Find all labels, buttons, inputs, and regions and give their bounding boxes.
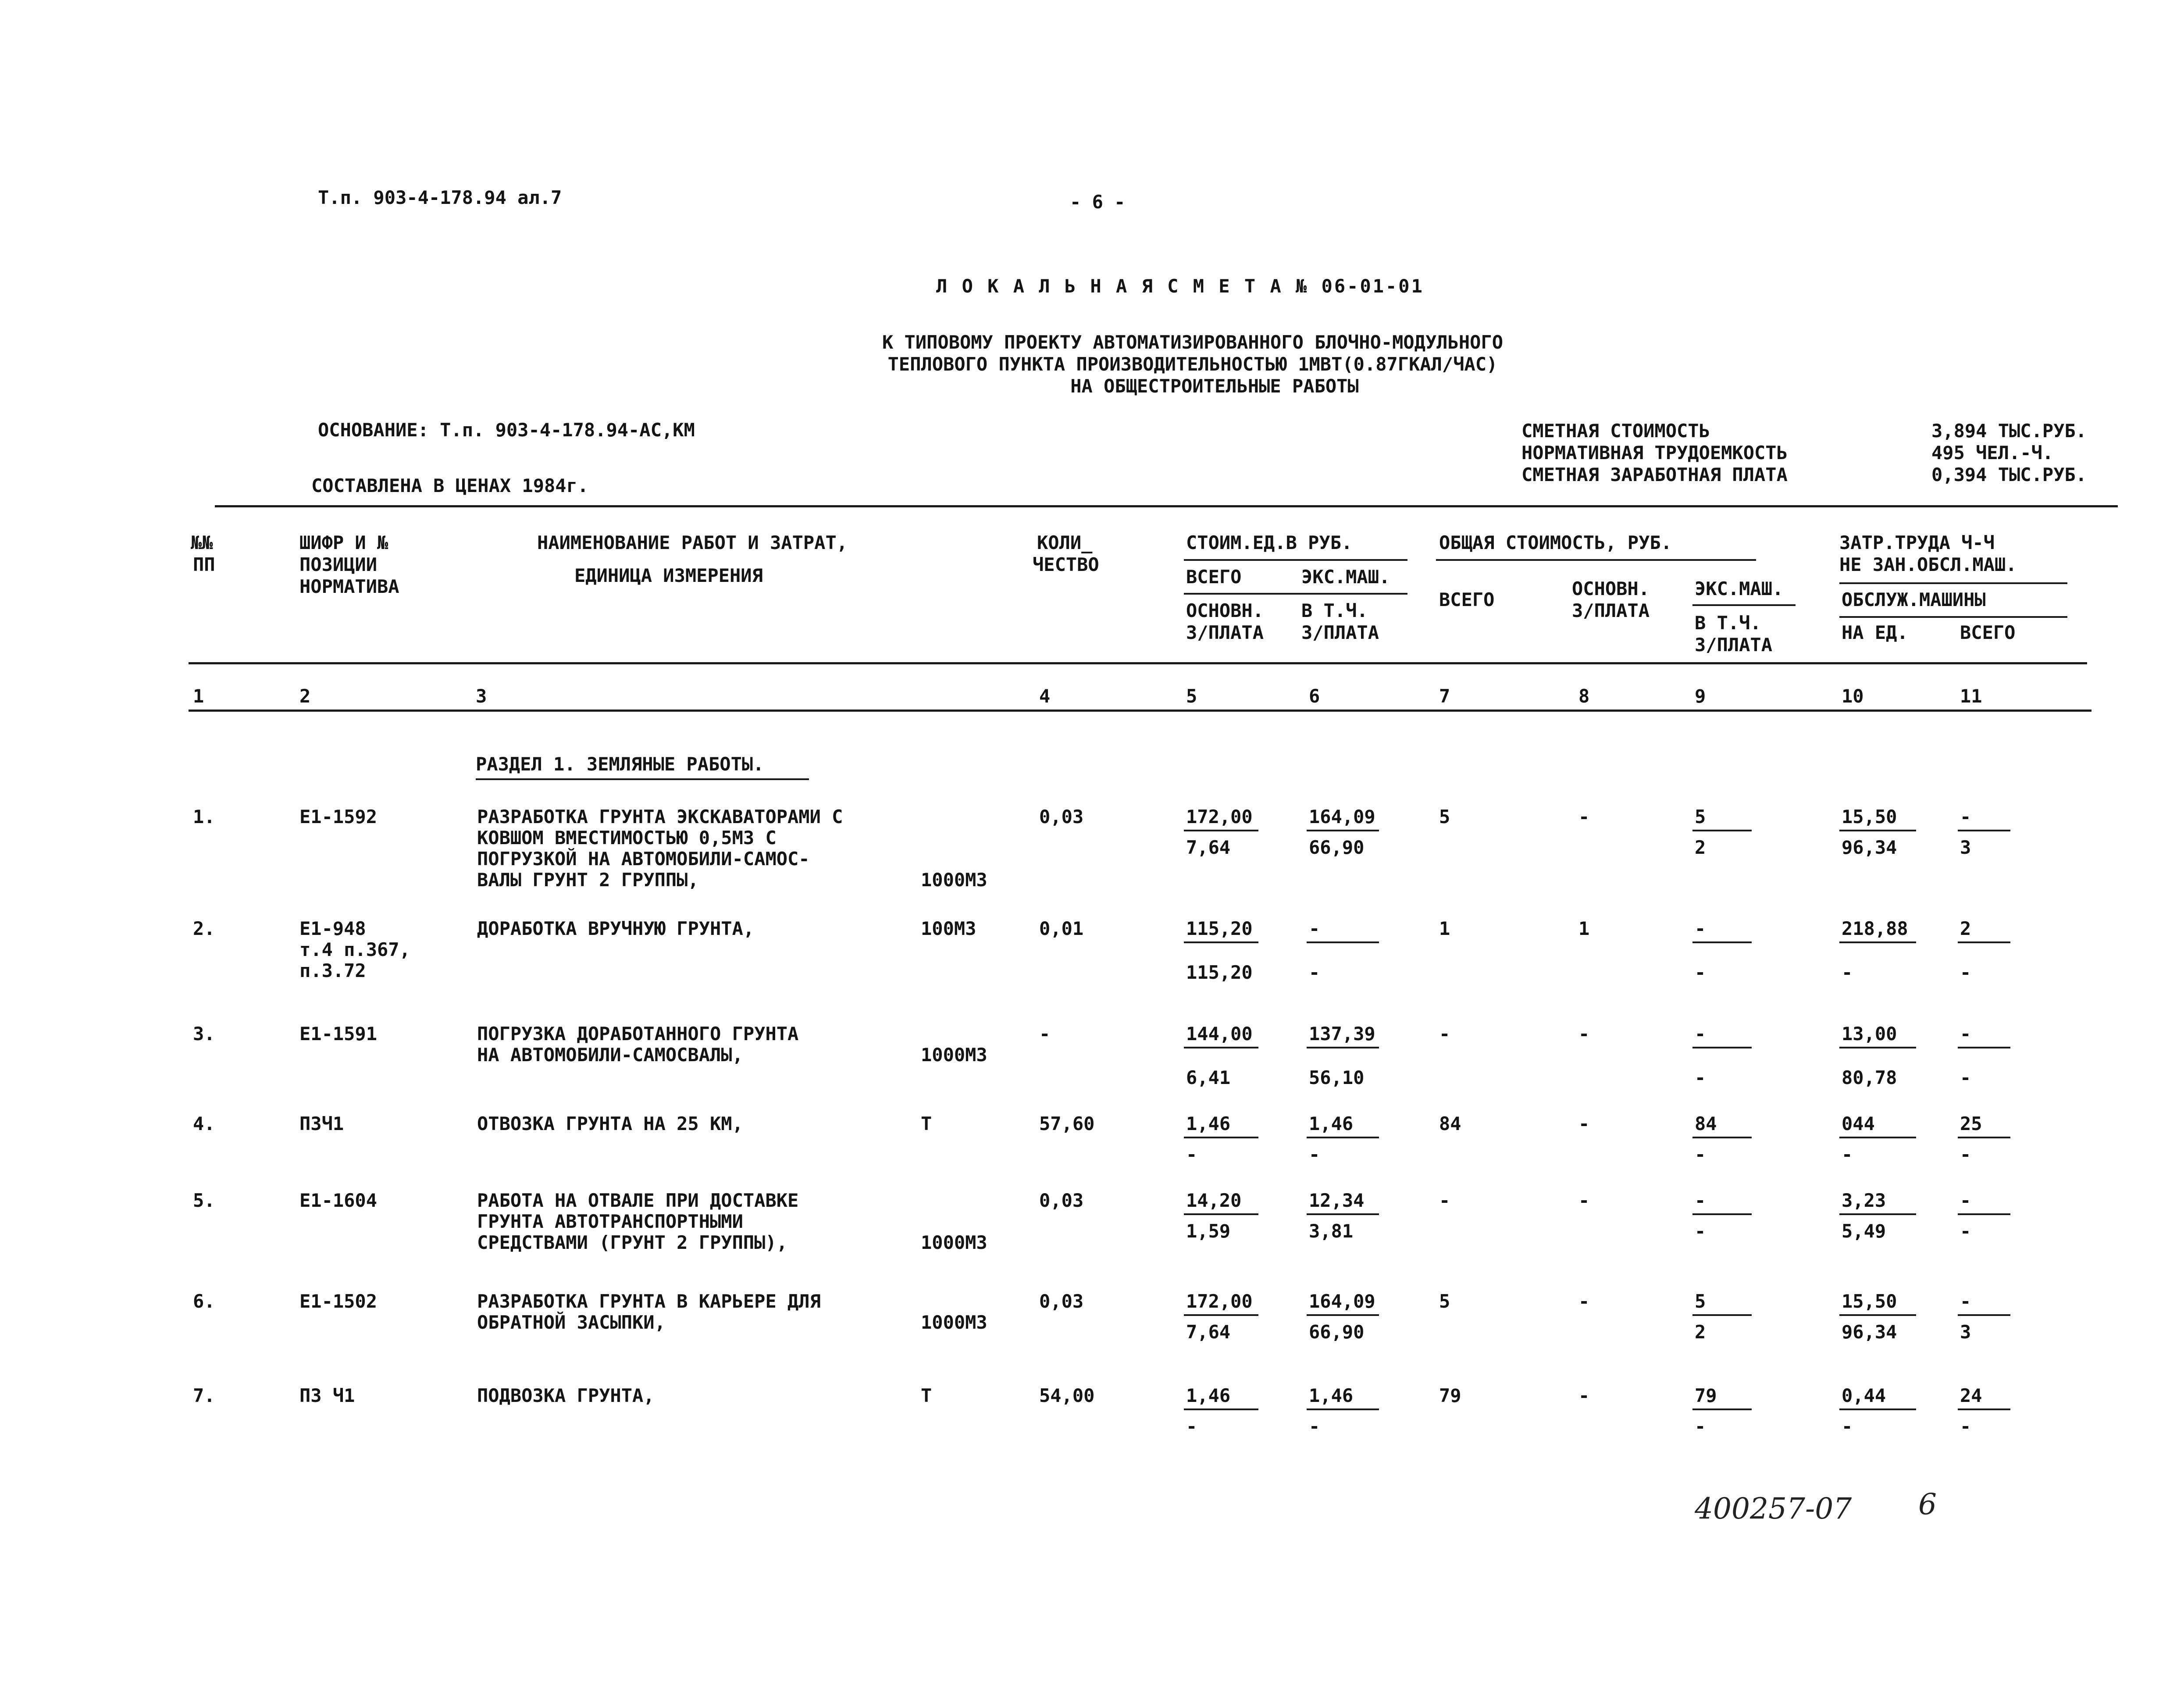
row-7-col5-divider bbox=[1184, 1408, 1258, 1410]
row-3-col5-top: 144,00 bbox=[1186, 1023, 1253, 1045]
hdr-gen-base-b: З/ПЛАТА bbox=[1572, 600, 1650, 621]
row-1-col11-bottom: 3 bbox=[1960, 837, 1971, 858]
row-1-number: 1. bbox=[193, 806, 215, 827]
row-3-col5-divider bbox=[1184, 1047, 1258, 1048]
row-2-col11-top: 2 bbox=[1960, 918, 1971, 939]
row-6-col11-divider bbox=[1958, 1314, 2010, 1316]
row-6-col10-divider bbox=[1839, 1314, 1916, 1316]
row-3-code: Е1-1591 bbox=[299, 1023, 378, 1045]
archive-number: 400257-07 bbox=[1695, 1492, 1852, 1526]
colnum-4: 4 bbox=[1039, 685, 1051, 707]
hdr-gen-wage-a: В Т.Ч. bbox=[1695, 612, 1761, 634]
row-6-col6-bottom: 66,90 bbox=[1309, 1321, 1365, 1343]
hdr-c1-b: ПП bbox=[193, 554, 215, 575]
row-3-col5-bottom: 6,41 bbox=[1186, 1067, 1231, 1088]
hdr-c3-b: ЕДИНИЦА ИЗМЕРЕНИЯ bbox=[574, 565, 763, 586]
colnum-11: 11 bbox=[1960, 685, 1982, 707]
subtitle-line-3: НА ОБЩЕСТРОИТЕЛЬНЫЕ РАБОТЫ bbox=[1070, 375, 1359, 397]
row-5-col5-top: 14,20 bbox=[1186, 1190, 1242, 1211]
row-5-col10-top: 3,23 bbox=[1842, 1190, 1886, 1211]
row-5-col9-top: - bbox=[1695, 1190, 1706, 1211]
row-5-col6-divider bbox=[1307, 1213, 1379, 1215]
row-3-col11-divider bbox=[1958, 1047, 2010, 1048]
hdr-rule-unit bbox=[1184, 559, 1407, 561]
row-7-unit: Т bbox=[921, 1385, 932, 1406]
subtitle-line-2: ТЕПЛОВОГО ПУНКТА ПРОИЗВОДИТЕЛЬНОСТЬЮ 1МВТ(0.87ГКАЛ/ЧАС) bbox=[887, 353, 1498, 375]
row-7-quantity: 54,00 bbox=[1039, 1385, 1095, 1406]
row-1-col5-top: 172,00 bbox=[1186, 806, 1253, 827]
colnum-7: 7 bbox=[1439, 685, 1450, 707]
row-2-quantity: 0,01 bbox=[1039, 918, 1084, 939]
row-2-col6-bottom: - bbox=[1309, 962, 1320, 983]
row-1-quantity: 0,03 bbox=[1039, 806, 1084, 827]
row-4-col10-bottom: - bbox=[1842, 1144, 1853, 1165]
row-6-col11-top: - bbox=[1960, 1291, 1971, 1312]
row-5-col10-bottom: 5,49 bbox=[1842, 1220, 1886, 1242]
subtitle-line-1: К ТИПОВОМУ ПРОЕКТУ АВТОМАТИЗИРОВАННОГО БЛОЧНО-МОДУЛЬНОГО bbox=[882, 332, 1504, 353]
row-7-col8: - bbox=[1578, 1385, 1590, 1406]
row-5-col6-top: 12,34 bbox=[1309, 1190, 1365, 1211]
row-7-col6-bottom: - bbox=[1309, 1416, 1320, 1437]
row-5-name: СРЕДСТВАМИ (ГРУНТ 2 ГРУППЫ), bbox=[477, 1232, 788, 1253]
hdr-gen-wage-b: З/ПЛАТА bbox=[1695, 634, 1773, 656]
row-2-unit: 100М3 bbox=[921, 918, 976, 939]
colnum-8: 8 bbox=[1578, 685, 1590, 707]
row-6-number: 6. bbox=[193, 1291, 215, 1312]
doc-ref: Т.п. 903-4-178.94 ал.7 bbox=[318, 187, 562, 208]
row-2-col8: 1 bbox=[1578, 918, 1590, 939]
row-4-col11-bottom: - bbox=[1960, 1144, 1971, 1165]
colnum-5: 5 bbox=[1186, 685, 1197, 707]
colnum-10: 10 bbox=[1842, 685, 1864, 707]
row-1-col9-bottom: 2 bbox=[1695, 837, 1706, 858]
row-5-col9-bottom: - bbox=[1695, 1220, 1706, 1242]
hdr-labor-total: ВСЕГО bbox=[1960, 622, 2016, 643]
row-1-name: КОВШОМ ВМЕСТИМОСТЬЮ 0,5М3 С bbox=[477, 827, 777, 849]
row-1-unit: 1000М3 bbox=[921, 869, 987, 891]
row-6-quantity: 0,03 bbox=[1039, 1291, 1084, 1312]
hdr-gen-cost: ОБЩАЯ СТОИМОСТЬ, РУБ. bbox=[1439, 532, 1672, 553]
row-1-name: РАЗРАБОТКА ГРУНТА ЭКСКАВАТОРАМИ С bbox=[477, 806, 843, 827]
row-1-name: ПОГРУЗКОЙ НА АВТОМОБИЛИ-САМОС- bbox=[477, 848, 810, 870]
row-1-col5-bottom: 7,64 bbox=[1186, 837, 1231, 858]
section-title: РАЗДЕЛ 1. ЗЕМЛЯНЫЕ РАБОТЫ. bbox=[476, 753, 764, 775]
hdr-c1-a: №№ bbox=[191, 532, 213, 553]
hdr-unit-cost: СТОИМ.ЕД.В РУБ. bbox=[1186, 532, 1353, 553]
row-4-col7: 84 bbox=[1439, 1113, 1461, 1134]
row-1-col6-bottom: 66,90 bbox=[1309, 837, 1365, 858]
row-6-col9-top: 5 bbox=[1695, 1291, 1706, 1312]
row-5-col6-bottom: 3,81 bbox=[1309, 1220, 1354, 1242]
row-5-code: Е1-1604 bbox=[299, 1190, 378, 1211]
hdr-rule-gen bbox=[1436, 559, 1756, 561]
row-4-col5-top: 1,46 bbox=[1186, 1113, 1231, 1134]
row-5-unit: 1000М3 bbox=[921, 1232, 987, 1253]
row-4-quantity: 57,60 bbox=[1039, 1113, 1095, 1134]
row-4-col9-divider bbox=[1692, 1137, 1752, 1138]
row-1-col10-bottom: 96,34 bbox=[1842, 837, 1897, 858]
summary-cost-label: СМЕТНАЯ СТОИМОСТЬ bbox=[1521, 420, 1710, 442]
row-6-col9-bottom: 2 bbox=[1695, 1321, 1706, 1343]
basis: ОСНОВАНИЕ: Т.п. 903-4-178.94-АС,КМ bbox=[318, 419, 695, 441]
row-7-col11-top: 24 bbox=[1960, 1385, 1982, 1406]
row-1-col11-divider bbox=[1958, 830, 2010, 831]
row-6-col8: - bbox=[1578, 1291, 1590, 1312]
row-3-col8: - bbox=[1578, 1023, 1590, 1045]
row-5-col8: - bbox=[1578, 1190, 1590, 1211]
row-5-col7: - bbox=[1439, 1190, 1450, 1211]
hdr-rule-labor bbox=[1839, 582, 2067, 584]
row-4-col6-bottom: - bbox=[1309, 1144, 1320, 1165]
hdr-unit-wage-b: З/ПЛАТА bbox=[1301, 622, 1379, 643]
row-4-col8: - bbox=[1578, 1113, 1590, 1134]
row-7-col5-top: 1,46 bbox=[1186, 1385, 1231, 1406]
row-4-col6-top: 1,46 bbox=[1309, 1113, 1354, 1134]
row-2-col6-divider bbox=[1307, 941, 1379, 943]
row-2-code: п.3.72 bbox=[299, 960, 366, 981]
row-3-col9-divider bbox=[1692, 1047, 1752, 1048]
row-7-col6-divider bbox=[1307, 1408, 1379, 1410]
row-3-col6-bottom: 56,10 bbox=[1309, 1067, 1365, 1088]
row-6-col6-divider bbox=[1307, 1314, 1379, 1316]
hdr-rule-unit-sub bbox=[1184, 593, 1407, 595]
row-3-col10-divider bbox=[1839, 1047, 1916, 1048]
hdr-labor-sub: ОБСЛУЖ.МАШИНЫ bbox=[1842, 589, 1986, 610]
row-5-col5-bottom: 1,59 bbox=[1186, 1220, 1231, 1242]
row-2-col5-bottom: 115,20 bbox=[1186, 962, 1253, 983]
row-2-col10-bottom: - bbox=[1842, 962, 1853, 983]
row-5-name: ГРУНТА АВТОТРАНСПОРТНЫМИ bbox=[477, 1211, 743, 1232]
row-5-col10-divider bbox=[1839, 1213, 1916, 1215]
row-4-col10-divider bbox=[1839, 1137, 1916, 1138]
colnum-3: 3 bbox=[476, 685, 487, 707]
hdr-unit-wage-a: В Т.Ч. bbox=[1301, 600, 1368, 621]
row-6-col11-bottom: 3 bbox=[1960, 1321, 1971, 1343]
colnum-2: 2 bbox=[299, 685, 311, 707]
row-2-col9-divider bbox=[1692, 941, 1752, 943]
prices-note: СОСТАВЛЕНА В ЦЕНАХ 1984г. bbox=[311, 475, 589, 496]
row-6-col10-bottom: 96,34 bbox=[1842, 1321, 1897, 1343]
hdr-unit-base-b: З/ПЛАТА bbox=[1186, 622, 1264, 643]
row-2-number: 2. bbox=[193, 918, 215, 939]
row-7-name: ПОДВОЗКА ГРУНТА, bbox=[477, 1385, 655, 1406]
row-4-name: ОТВОЗКА ГРУНТА НА 25 КМ, bbox=[477, 1113, 743, 1134]
colnum-9: 9 bbox=[1695, 685, 1706, 707]
row-2-col9-top: - bbox=[1695, 918, 1706, 939]
row-1-col8: - bbox=[1578, 806, 1590, 827]
row-2-col7: 1 bbox=[1439, 918, 1450, 939]
hdr-c4-b: ЧЕСТВО bbox=[1033, 554, 1099, 575]
row-3-unit: 1000М3 bbox=[921, 1044, 987, 1066]
row-6-col10-top: 15,50 bbox=[1842, 1291, 1897, 1312]
row-3-col6-top: 137,39 bbox=[1309, 1023, 1375, 1045]
row-6-code: Е1-1502 bbox=[299, 1291, 378, 1312]
summary-cost-value: 3,894 ТЫС.РУБ. bbox=[1931, 420, 2087, 442]
row-5-col9-divider bbox=[1692, 1213, 1752, 1215]
row-4-col11-divider bbox=[1958, 1137, 2010, 1138]
summary-labor-label: НОРМАТИВНАЯ ТРУДОЕМКОСТЬ bbox=[1521, 442, 1788, 464]
row-1-col9-divider bbox=[1692, 830, 1752, 831]
doc-title: Л О К А Л Ь Н А Я С М Е Т А № 06-01-01 bbox=[936, 275, 1424, 297]
row-6-col6-top: 164,09 bbox=[1309, 1291, 1375, 1312]
summary-labor-value: 495 ЧЕЛ.-Ч. bbox=[1931, 442, 2054, 464]
row-7-col10-top: 0,44 bbox=[1842, 1385, 1886, 1406]
row-5-col11-divider bbox=[1958, 1213, 2010, 1215]
row-7-col9-bottom: - bbox=[1695, 1416, 1706, 1437]
hdr-c2-a: ШИФР И № bbox=[299, 532, 388, 553]
hdr-gen-base-a: ОСНОВН. bbox=[1572, 578, 1650, 599]
row-4-col6-divider bbox=[1307, 1137, 1379, 1138]
hdr-unit-mach: ЭКС.МАШ. bbox=[1301, 566, 1390, 588]
row-1-col6-divider bbox=[1307, 830, 1379, 831]
row-3-quantity: - bbox=[1039, 1023, 1051, 1045]
row-7-col7: 79 bbox=[1439, 1385, 1461, 1406]
summary-wage-value: 0,394 ТЫС.РУБ. bbox=[1931, 464, 2087, 485]
hdr-unit-total: ВСЕГО bbox=[1186, 566, 1242, 588]
row-4-col9-top: 84 bbox=[1695, 1113, 1717, 1134]
row-7-col5-bottom: - bbox=[1186, 1416, 1197, 1437]
row-5-quantity: 0,03 bbox=[1039, 1190, 1084, 1211]
hdr-c4-a: КОЛИ_ bbox=[1037, 532, 1093, 553]
row-2-col11-bottom: - bbox=[1960, 962, 1971, 983]
row-7-col11-bottom: - bbox=[1960, 1416, 1971, 1437]
row-1-col5-divider bbox=[1184, 830, 1258, 831]
row-3-col11-top: - bbox=[1960, 1023, 1971, 1045]
row-7-number: 7. bbox=[193, 1385, 215, 1406]
row-1-col10-divider bbox=[1839, 830, 1916, 831]
section-underline bbox=[476, 778, 809, 780]
row-2-col5-divider bbox=[1184, 941, 1258, 943]
row-1-col10-top: 15,50 bbox=[1842, 806, 1897, 827]
row-1-col7: 5 bbox=[1439, 806, 1450, 827]
row-5-name: РАБОТА НА ОТВАЛЕ ПРИ ДОСТАВКЕ bbox=[477, 1190, 799, 1211]
row-4-col5-bottom: - bbox=[1186, 1144, 1197, 1165]
row-4-col10-top: 044 bbox=[1842, 1113, 1875, 1134]
row-7-col6-top: 1,46 bbox=[1309, 1385, 1354, 1406]
row-3-name: ПОГРУЗКА ДОРАБОТАННОГО ГРУНТА bbox=[477, 1023, 799, 1045]
hdr-unit-base-a: ОСНОВН. bbox=[1186, 600, 1264, 621]
hdr-labor-a: ЗАТР.ТРУДА Ч-Ч bbox=[1839, 532, 1995, 553]
row-4-code: ПЗЧ1 bbox=[299, 1113, 344, 1134]
row-7-col9-divider bbox=[1692, 1408, 1752, 1410]
hdr-gen-total: ВСЕГО bbox=[1439, 589, 1495, 610]
row-6-name: РАЗРАБОТКА ГРУНТА В КАРЬЕРЕ ДЛЯ bbox=[477, 1291, 821, 1312]
row-3-number: 3. bbox=[193, 1023, 215, 1045]
summary-wage-label: СМЕТНАЯ ЗАРАБОТНАЯ ПЛАТА bbox=[1521, 464, 1788, 485]
row-7-col11-divider bbox=[1958, 1408, 2010, 1410]
handwritten-page: 6 bbox=[1918, 1487, 1937, 1521]
hdr-c2-b: ПОЗИЦИИ bbox=[299, 554, 378, 575]
header-rule bbox=[189, 662, 2087, 664]
row-2-col9-bottom: - bbox=[1695, 962, 1706, 983]
row-1-col6-top: 164,09 bbox=[1309, 806, 1375, 827]
row-5-col11-bottom: - bbox=[1960, 1220, 1971, 1242]
colnum-6: 6 bbox=[1309, 685, 1320, 707]
row-2-col5-top: 115,20 bbox=[1186, 918, 1253, 939]
row-3-col9-top: - bbox=[1695, 1023, 1706, 1045]
row-4-col11-top: 25 bbox=[1960, 1113, 1982, 1134]
row-1-col9-top: 5 bbox=[1695, 806, 1706, 827]
row-1-name: ВАЛЫ ГРУНТ 2 ГРУППЫ, bbox=[477, 869, 699, 891]
colnum-1: 1 bbox=[193, 685, 204, 707]
hdr-gen-mach: ЭКС.МАШ. bbox=[1695, 578, 1784, 599]
row-4-col5-divider bbox=[1184, 1137, 1258, 1138]
row-7-col10-divider bbox=[1839, 1408, 1916, 1410]
row-7-code: ПЗ Ч1 bbox=[299, 1385, 355, 1406]
hdr-rule-gen-mach bbox=[1692, 604, 1796, 606]
row-6-col5-divider bbox=[1184, 1314, 1258, 1316]
hdr-rule-labor-sub bbox=[1839, 616, 2067, 618]
row-4-col9-bottom: - bbox=[1695, 1144, 1706, 1165]
row-3-col11-bottom: - bbox=[1960, 1067, 1971, 1088]
hdr-labor-unit: НА ЕД. bbox=[1842, 622, 1908, 643]
row-2-col10-top: 218,88 bbox=[1842, 918, 1908, 939]
row-3-col10-bottom: 80,78 bbox=[1842, 1067, 1897, 1088]
row-1-code: Е1-1592 bbox=[299, 806, 378, 827]
row-3-col9-bottom: - bbox=[1695, 1067, 1706, 1088]
page-number: - 6 - bbox=[1070, 191, 1126, 213]
row-4-number: 4. bbox=[193, 1113, 215, 1134]
row-7-col10-bottom: - bbox=[1842, 1416, 1853, 1437]
numbers-rule bbox=[189, 710, 2091, 712]
row-2-col11-divider bbox=[1958, 941, 2010, 943]
top-rule bbox=[215, 505, 2118, 507]
row-2-col10-divider bbox=[1839, 941, 1916, 943]
row-6-col5-bottom: 7,64 bbox=[1186, 1321, 1231, 1343]
row-7-col9-top: 79 bbox=[1695, 1385, 1717, 1406]
row-3-col10-top: 13,00 bbox=[1842, 1023, 1897, 1045]
row-3-col6-divider bbox=[1307, 1047, 1379, 1048]
row-4-unit: Т bbox=[921, 1113, 932, 1134]
row-6-col9-divider bbox=[1692, 1314, 1752, 1316]
row-3-name: НА АВТОМОБИЛИ-САМОСВАЛЫ, bbox=[477, 1044, 743, 1066]
row-5-number: 5. bbox=[193, 1190, 215, 1211]
row-5-col5-divider bbox=[1184, 1213, 1258, 1215]
row-2-col6-top: - bbox=[1309, 918, 1320, 939]
row-6-unit: 1000М3 bbox=[921, 1312, 987, 1333]
hdr-labor-b: НЕ ЗАН.ОБСЛ.МАШ. bbox=[1839, 554, 2017, 575]
row-2-code: т.4 п.367, bbox=[299, 939, 410, 960]
row-2-name: ДОРАБОТКА ВРУЧНУЮ ГРУНТА, bbox=[477, 918, 755, 939]
row-3-col7: - bbox=[1439, 1023, 1450, 1045]
row-2-code: Е1-948 bbox=[299, 918, 366, 939]
row-6-col5-top: 172,00 bbox=[1186, 1291, 1253, 1312]
hdr-c2-c: НОРМАТИВА bbox=[299, 576, 399, 597]
row-6-col7: 5 bbox=[1439, 1291, 1450, 1312]
row-5-col11-top: - bbox=[1960, 1190, 1971, 1211]
row-1-col11-top: - bbox=[1960, 806, 1971, 827]
row-6-name: ОБРАТНОЙ ЗАСЫПКИ, bbox=[477, 1312, 666, 1333]
hdr-c3-a: НАИМЕНОВАНИЕ РАБОТ И ЗАТРАТ, bbox=[537, 532, 848, 553]
